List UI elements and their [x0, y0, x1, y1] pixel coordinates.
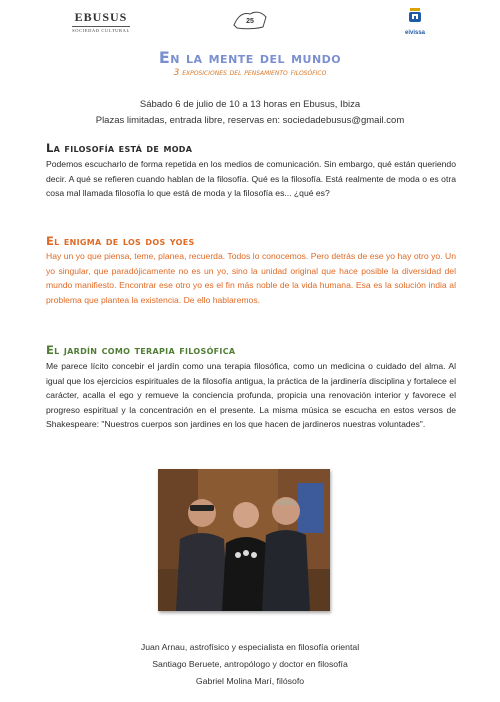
anniversary-emblem-icon [233, 8, 267, 30]
section-heading-garden-therapy: El jardín como terapia filosófica [46, 343, 236, 357]
caption-santiago-beruete: Santiago Beruete, antropólogo y doctor en filosofía [152, 659, 348, 669]
eivissa-logo [397, 6, 433, 36]
section-text-garden-therapy: Me parece lícito concebir el jardín como una terapia filosófica, como un medicina o cuidado del alma. Al igual que los ejercicios espirituales de la filosofía antigua, la práctica de la jardinería disciplina y fortalece el carácter, acalla el ego y remueve la conciencia profunda, propicia una renovación interior y favorece el progreso espiritual y la concentración en el presente. La misma música se escucha en estos versos de Shakespeare: "Nuestros cuerpos son jardines en los que hacen de jardineros nuestras voluntades". [46, 361, 456, 430]
section-text-two-selves: Hay un yo que piensa, teme, planea, recuerda. Todos lo conocemos. Pero detrás de ese yo hay otro yo. Un yo singular, que paradójicamente no es un yo, sino la unidad original que hace posible la diversidad del mundo manifiesto. Encontrar ese otro yo es el fin más noble de la vida humana. Esa es la solución india al problema que plantea la existencia. De ello hablaremos. [46, 251, 456, 305]
ebusus-logo [66, 10, 136, 33]
section-heading-two-selves: El enigma de los dos yoes [46, 234, 195, 248]
caption-gabriel-molina: Gabriel Molina Marí, filósofo [195, 676, 305, 686]
eivissa-logo-label: eivissa [404, 30, 426, 36]
speakers-photo [158, 469, 330, 611]
section-heading-philosophy-trend: La filosofía está de moda [46, 141, 193, 155]
ebusus-logo-name: EBUSUS [74, 10, 128, 24]
event-subtitle: 3 exposiciones del pensamiento filosófico [173, 68, 327, 78]
event-title: En la mente del mundo [158, 48, 342, 67]
caption-juan-arnau: Juan Arnau, astrofísico y especialista en filosofía oriental [140, 642, 360, 652]
event-reservation: Plazas limitadas, entrada libre, reservas en: sociedadebusus@gmail.com [95, 115, 405, 126]
ebusus-logo-subtitle: SOCIEDAD CULTURAL [72, 28, 130, 33]
castle-crest-icon [407, 6, 423, 24]
event-date: Sábado 6 de julio de 10 a 13 horas en Ebusus, Ibiza [139, 99, 361, 110]
anniversary-logo [233, 8, 267, 30]
anniversary-number: 25 [246, 18, 254, 25]
section-text-philosophy-trend: Podemos escucharlo de forma repetida en los medios de comunicación. Sin embargo, qué están queriendo decir. A qué se refieren cuando hablan de la filosofía. Qué es la filosofía. Está realmente de moda o es otra cosa mal llamada filosofía lo que está de moda y la filosofía es... ¿qué es? [46, 159, 456, 199]
